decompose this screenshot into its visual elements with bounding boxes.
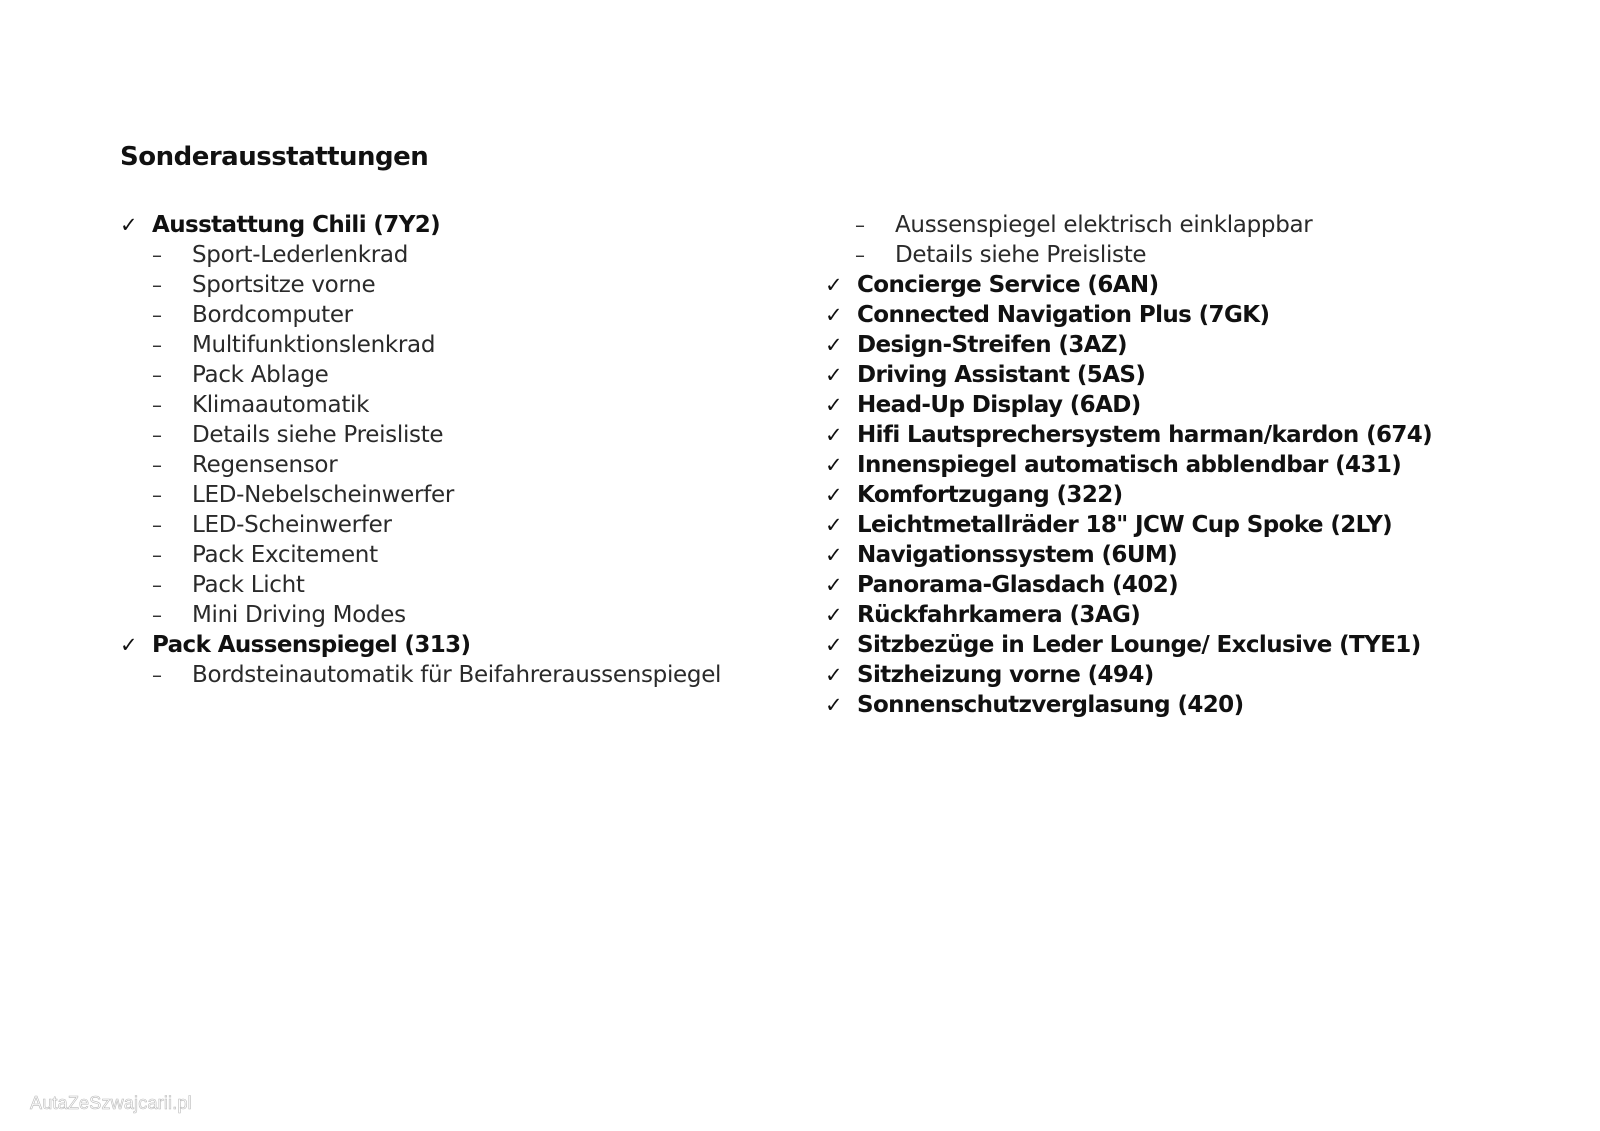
dash-bullet-icon: – — [855, 243, 865, 267]
option-sub-label: Pack Ablage — [192, 362, 329, 388]
checkmark-icon: ✓ — [825, 423, 843, 447]
dash-bullet-icon: – — [152, 423, 162, 447]
option-sub-label: Regensensor — [192, 452, 338, 478]
option-label: Panorama-Glasdach (402) — [857, 572, 1179, 598]
option-sub-item — [120, 360, 810, 390]
option-sub-item — [825, 210, 1585, 240]
option-sub-label: Sport-Lederlenkrad — [192, 242, 408, 268]
option-sub-label: Aussenspiegel elektrisch einklappbar — [895, 212, 1313, 238]
option-label: Hifi Lautsprechersystem harman/kardon (674) — [857, 422, 1433, 448]
option-sub-item — [120, 390, 810, 420]
options-list-right — [825, 210, 1585, 720]
option-label: Komfortzugang (322) — [857, 482, 1123, 508]
option-item — [825, 420, 1585, 450]
option-sub-item — [120, 600, 810, 630]
options-list-left — [120, 210, 810, 690]
option-label: Concierge Service (6AN) — [857, 272, 1159, 298]
option-label: Sitzbezüge in Leder Lounge/ Exclusive (TYE1) — [857, 632, 1421, 658]
option-sub-item — [120, 270, 810, 300]
checkmark-icon: ✓ — [825, 333, 843, 357]
option-label: Head-Up Display (6AD) — [857, 392, 1141, 418]
checkmark-icon: ✓ — [825, 663, 843, 687]
checkmark-icon: ✓ — [825, 513, 843, 537]
checkmark-icon: ✓ — [825, 603, 843, 627]
option-sub-item — [120, 240, 810, 270]
option-label: Driving Assistant (5AS) — [857, 362, 1146, 388]
dash-bullet-icon: – — [152, 573, 162, 597]
option-label: Pack Aussenspiegel (313) — [152, 632, 471, 658]
option-item — [825, 540, 1585, 570]
option-sub-label: Pack Excitement — [192, 542, 378, 568]
option-sub-item — [825, 240, 1585, 270]
option-sub-item — [120, 540, 810, 570]
option-label: Sitzheizung vorne (494) — [857, 662, 1154, 688]
option-sub-label: Mini Driving Modes — [192, 602, 406, 628]
page-title: Sonderausstattungen — [120, 142, 429, 172]
dash-bullet-icon: – — [152, 393, 162, 417]
option-sub-item — [120, 300, 810, 330]
option-label: Navigationssystem (6UM) — [857, 542, 1178, 568]
option-sub-label: Klimaautomatik — [192, 392, 370, 418]
dash-bullet-icon: – — [152, 243, 162, 267]
option-item — [825, 450, 1585, 480]
option-item — [825, 600, 1585, 630]
checkmark-icon: ✓ — [120, 213, 138, 237]
checkmark-icon: ✓ — [825, 453, 843, 477]
dash-bullet-icon: – — [152, 543, 162, 567]
option-item — [825, 510, 1585, 540]
option-sub-item — [120, 570, 810, 600]
option-sub-item — [120, 450, 810, 480]
dash-bullet-icon: – — [152, 273, 162, 297]
dash-bullet-icon: – — [152, 663, 162, 687]
watermark: AutaZeSzwajcarii.pl — [30, 1093, 192, 1113]
option-item — [825, 570, 1585, 600]
option-label: Connected Navigation Plus (7GK) — [857, 302, 1270, 328]
checkmark-icon: ✓ — [825, 573, 843, 597]
checkmark-icon: ✓ — [120, 633, 138, 657]
option-item — [120, 630, 810, 660]
option-item — [825, 690, 1585, 720]
option-item — [825, 660, 1585, 690]
checkmark-icon: ✓ — [825, 693, 843, 717]
checkmark-icon: ✓ — [825, 303, 843, 327]
checkmark-icon: ✓ — [825, 363, 843, 387]
option-item — [825, 480, 1585, 510]
option-sub-item — [120, 330, 810, 360]
option-label: Rückfahrkamera (3AG) — [857, 602, 1141, 628]
option-label: Design-Streifen (3AZ) — [857, 332, 1127, 358]
option-sub-label: Pack Licht — [192, 572, 305, 598]
checkmark-icon: ✓ — [825, 543, 843, 567]
dash-bullet-icon: – — [152, 603, 162, 627]
option-sub-label: LED-Nebelscheinwerfer — [192, 482, 454, 508]
checkmark-icon: ✓ — [825, 483, 843, 507]
dash-bullet-icon: – — [152, 513, 162, 537]
option-sub-label: Sportsitze vorne — [192, 272, 376, 298]
option-sub-item — [120, 510, 810, 540]
option-sub-item — [120, 660, 810, 690]
option-sub-item — [120, 480, 810, 510]
dash-bullet-icon: – — [152, 453, 162, 477]
dash-bullet-icon: – — [152, 483, 162, 507]
option-sub-label: Details siehe Preisliste — [192, 422, 444, 448]
dash-bullet-icon: – — [855, 213, 865, 237]
option-sub-label: Bordsteinautomatik für Beifahreraussenspiegel — [192, 662, 722, 688]
option-sub-label: Multifunktionslenkrad — [192, 332, 436, 358]
option-label: Leichtmetallräder 18" JCW Cup Spoke (2LY) — [857, 512, 1393, 538]
dash-bullet-icon: – — [152, 333, 162, 357]
option-item — [825, 270, 1585, 300]
option-label: Sonnenschutzverglasung (420) — [857, 692, 1244, 718]
dash-bullet-icon: – — [152, 303, 162, 327]
option-item — [825, 630, 1585, 660]
option-sub-label: Details siehe Preisliste — [895, 242, 1147, 268]
checkmark-icon: ✓ — [825, 273, 843, 297]
option-label: Ausstattung Chili (7Y2) — [152, 212, 441, 238]
option-sub-label: LED-Scheinwerfer — [192, 512, 392, 538]
dash-bullet-icon: – — [152, 363, 162, 387]
option-item — [120, 210, 810, 240]
option-item — [825, 390, 1585, 420]
option-item — [825, 300, 1585, 330]
option-item — [825, 330, 1585, 360]
checkmark-icon: ✓ — [825, 633, 843, 657]
checkmark-icon: ✓ — [825, 393, 843, 417]
option-item — [825, 360, 1585, 390]
option-sub-label: Bordcomputer — [192, 302, 353, 328]
option-label: Innenspiegel automatisch abblendbar (431) — [857, 452, 1402, 478]
option-sub-item — [120, 420, 810, 450]
